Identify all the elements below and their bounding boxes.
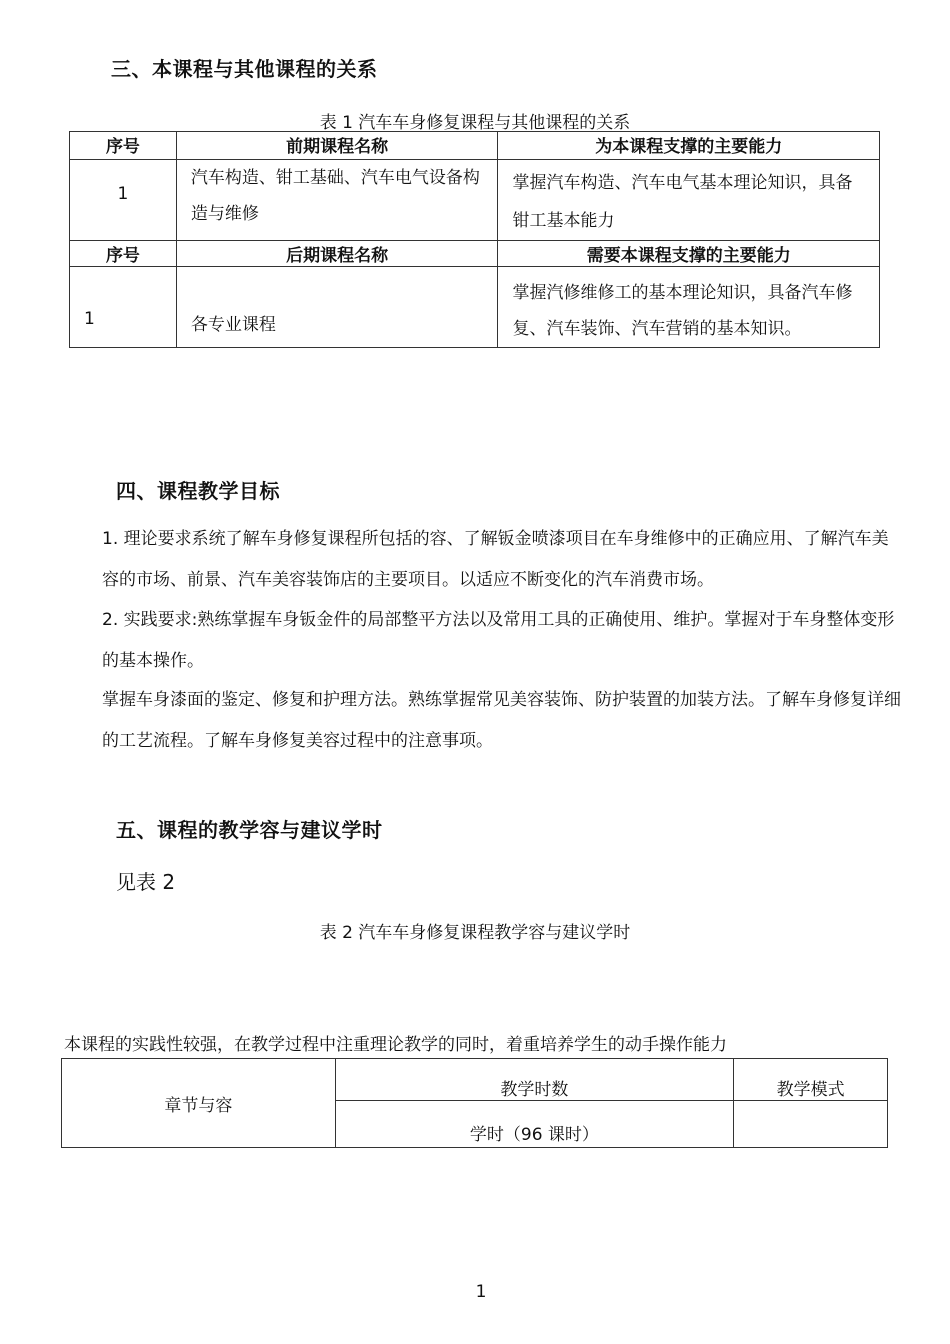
header-cell: 为本课程支撑的主要能力 bbox=[498, 132, 880, 160]
course-name: 汽车构造、钳工基础、汽车电气设备构造与维修 bbox=[190, 168, 480, 224]
goal-paragraph-3: 掌握车身漆面的鉴定、修复和护理方法。熟练掌握常见美容装饰、防护装置的加装方法。了解车身修复详细的工艺流程。了解车身修复美容过程中的注意事项。 bbox=[102, 690, 901, 751]
ability-cell bbox=[498, 267, 880, 348]
mode-subheader bbox=[734, 1101, 888, 1148]
goal-paragraph-2: 2. 实践要求:熟练掌握车身钣金件的局部整平方法以及常用工具的正确使用、维护。掌握对于车身整体变形的基本操作。 bbox=[102, 610, 895, 671]
section5-heading: 五、课程的教学容与建议学时 bbox=[116, 818, 383, 842]
teaching-hours-table bbox=[61, 1058, 888, 1148]
header-cell: 序号 bbox=[70, 132, 177, 160]
chapter-header: 章节与容 bbox=[62, 1059, 336, 1148]
header-cell: 序号 bbox=[70, 241, 177, 267]
page-number: 1 bbox=[475, 1282, 487, 1302]
course-relation-table bbox=[69, 131, 880, 348]
header-cell: 前期课程名称 bbox=[176, 132, 498, 160]
header-cell: 后期课程名称 bbox=[176, 241, 498, 267]
section3-heading: 三、本课程与其他课程的关系 bbox=[111, 57, 378, 81]
course-name: 各专业课程 bbox=[176, 267, 498, 348]
header-cell: 需要本课程支撑的主要能力 bbox=[498, 241, 880, 267]
ability-text: 掌握汽车构造、汽车电气基本理论知识，具备钳工基本能力 bbox=[512, 173, 853, 231]
row-number: 1 bbox=[70, 160, 177, 241]
ability-cell bbox=[498, 160, 880, 241]
table1-caption: 表 1 汽车车身修复课程与其他课程的关系 bbox=[319, 113, 631, 133]
hours-subheader: 学时（96 课时） bbox=[335, 1101, 734, 1148]
goal-paragraph-1: 1. 理论要求系统了解车身修复课程所包括的容、了解钣金喷漆项目在车身维修中的正确应用、了解汽车美容的市场、前景、汽车美容装饰店的主要项目。以适应不断变化的汽车消费市场。 bbox=[102, 529, 889, 590]
course-name-cell bbox=[176, 160, 498, 241]
table-row bbox=[70, 160, 880, 241]
table2-caption: 表 2 汽车车身修复课程教学容与建议学时 bbox=[319, 923, 631, 943]
section4-heading: 四、课程教学目标 bbox=[116, 479, 280, 503]
table-header-row bbox=[70, 241, 880, 267]
table-row bbox=[70, 267, 880, 348]
table-header-row bbox=[62, 1059, 888, 1101]
row-number: 1 bbox=[70, 267, 177, 348]
ability-text: 掌握汽修维修工的基本理论知识，具备汽车修复、汽车装饰、汽车营销的基本知识。 bbox=[512, 283, 853, 339]
hours-header: 教学时数 bbox=[335, 1059, 734, 1101]
mode-header: 教学模式 bbox=[734, 1059, 888, 1101]
see-table-2: 见表 2 bbox=[116, 870, 176, 894]
practice-note: 本课程的实践性较强，在教学过程中注重理论教学的同时，着重培养学生的动手操作能力 bbox=[64, 1035, 727, 1055]
table-header-row bbox=[70, 132, 880, 160]
